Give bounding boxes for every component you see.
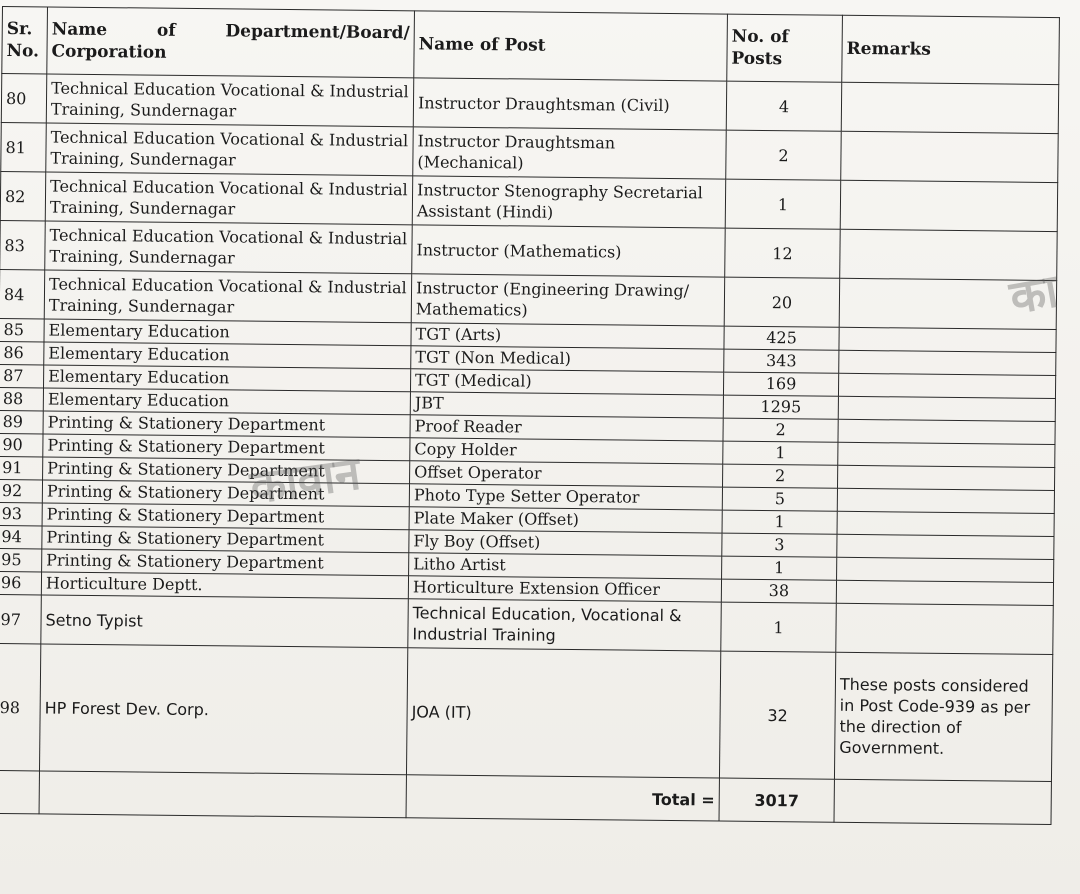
cell-empty: [834, 779, 1051, 824]
table-row: [0, 643, 1053, 781]
cell-count: 1: [723, 441, 838, 465]
cell-remarks: [837, 511, 1054, 536]
cell-count: 1: [725, 179, 841, 229]
cell-department: HP Forest Dev. Corp.: [39, 644, 407, 775]
cell-count: 1: [722, 510, 837, 534]
cell-department: Printing & Stationery Department: [42, 480, 409, 507]
cell-sr: 87: [0, 364, 44, 387]
cell-post: Plate Maker (Offset): [409, 507, 722, 533]
header-dept-word-department: Department/Board/: [225, 21, 410, 44]
cell-remarks: [838, 442, 1055, 467]
cell-count: 3: [722, 533, 837, 557]
cell-remarks: [840, 229, 1058, 280]
cell-post: Photo Type Setter Operator: [409, 484, 722, 510]
cell-remarks: [839, 327, 1056, 352]
cell-count: 20: [724, 277, 840, 327]
posts-table: [0, 6, 1060, 825]
cell-count: 1295: [723, 395, 838, 419]
cell-remarks: [836, 580, 1053, 605]
cell-count: 38: [721, 579, 836, 603]
cell-post: Instructor (Mathematics): [412, 225, 725, 277]
header-department: [47, 7, 415, 78]
cell-post: Litho Artist: [409, 553, 722, 579]
cell-sr: 96: [0, 571, 42, 594]
header-name-of-post: Name of Post: [414, 11, 728, 81]
cell-department: Elementary Education: [44, 319, 411, 346]
cell-remarks: [836, 603, 1054, 654]
cell-department: Elementary Education: [44, 342, 411, 369]
cell-remarks: [838, 373, 1055, 398]
cell-remarks: [841, 82, 1059, 133]
cell-count: 1: [721, 602, 837, 652]
cell-department: Technical Education Vocational & Industrial Training, Sundernagar: [46, 123, 413, 176]
cell-sr: 85: [0, 318, 44, 341]
cell-sr: 89: [0, 410, 43, 433]
cell-remarks: [841, 131, 1059, 182]
cell-department: Technical Education Vocational & Industrial Training, Sundernagar: [44, 270, 411, 323]
cell-sr: 88: [0, 387, 44, 410]
cell-remarks: [838, 396, 1055, 421]
cell-post: TGT (Medical): [410, 369, 723, 395]
cell-post: TGT (Non Medical): [411, 346, 724, 372]
header-sr-no: Sr. No.: [2, 7, 48, 74]
cell-remarks: [837, 534, 1054, 559]
cell-count: 12: [725, 228, 841, 278]
cell-department: Horticulture Deptt.: [41, 572, 408, 599]
cell-department: Technical Education Vocational & Industrial Training, Sundernagar: [45, 172, 412, 225]
cell-department: Printing & Stationery Department: [42, 526, 409, 553]
cell-count: 5: [722, 487, 837, 511]
cell-remarks: [838, 419, 1055, 444]
cell-post: Instructor Draughtsman (Civil): [413, 78, 726, 130]
cell-sr: 91: [0, 456, 43, 479]
cell-department: Technical Education Vocational & Industrial Training, Sundernagar: [45, 221, 412, 274]
cell-sr: 86: [0, 341, 44, 364]
cell-sr: 94: [0, 525, 42, 548]
cell-sr: 97: [0, 594, 41, 643]
cell-post: TGT (Arts): [411, 323, 724, 349]
cell-post: Fly Boy (Offset): [409, 530, 722, 556]
cell-count: 2: [723, 418, 838, 442]
cell-sr: 81: [1, 122, 47, 171]
cell-department: Setno Typist: [41, 595, 408, 648]
header-dept-word-name: Name: [51, 19, 108, 41]
cell-sr: 80: [1, 74, 47, 123]
cell-sr: 84: [0, 269, 45, 318]
cell-sr: 92: [0, 479, 43, 502]
cell-sr: 82: [0, 171, 46, 220]
watermark: कावान: [246, 445, 364, 515]
cell-post: JBT: [410, 392, 723, 418]
cell-count: 169: [723, 372, 838, 396]
cell-remarks: [839, 350, 1056, 375]
total-label: Total =: [406, 775, 719, 821]
cell-post: Offset Operator: [410, 461, 723, 487]
header-dept-word-corporation: Corporation: [51, 41, 167, 63]
header-no-of-posts: No. of Posts: [727, 14, 843, 82]
cell-post: Instructor (Engineering Drawing/ Mathematics): [411, 274, 724, 326]
cell-post: Proof Reader: [410, 415, 723, 441]
cell-department: Printing & Stationery Department: [42, 503, 409, 530]
watermark-edge: का: [1005, 263, 1062, 325]
cell-count: 2: [723, 464, 838, 488]
header-row: [2, 7, 1060, 85]
header-remarks: Remarks: [842, 15, 1060, 84]
cell-count: 425: [724, 326, 839, 350]
cell-empty: [0, 770, 39, 813]
header-dept-word-of: of: [156, 20, 176, 41]
cell-remarks: [840, 180, 1058, 231]
cell-remarks: [837, 557, 1054, 582]
cell-department: Technical Education Vocational & Industrial Training, Sundernagar: [46, 74, 413, 127]
cell-department: Printing & Stationery Department: [43, 411, 410, 438]
cell-remarks: [837, 465, 1054, 490]
cell-sr: 98: [0, 643, 41, 770]
cell-remarks: [837, 488, 1054, 513]
cell-post: JOA (IT): [406, 648, 720, 778]
cell-count: 32: [719, 651, 835, 779]
cell-department: Elementary Education: [43, 388, 410, 415]
cell-empty: [39, 771, 406, 818]
total-value: 3017: [719, 778, 834, 822]
cell-remarks: These posts considered in Post Code-939 as per the direction of Government.: [834, 652, 1052, 781]
cell-count: 2: [726, 130, 842, 180]
cell-count: 343: [724, 349, 839, 373]
cell-department: Printing & Stationery Department: [43, 457, 410, 484]
cell-department: Printing & Stationery Department: [43, 434, 410, 461]
cell-count: 4: [726, 81, 842, 131]
cell-post: Instructor Stenography Secretarial Assistant (Hindi): [412, 176, 725, 228]
cell-sr: 95: [0, 548, 42, 571]
cell-post: Technical Education, Vocational & Industrial Training: [408, 599, 721, 651]
cell-sr: 83: [0, 220, 45, 269]
cell-post: Copy Holder: [410, 438, 723, 464]
cell-sr: 93: [0, 502, 42, 525]
cell-post: Instructor Draughtsman (Mechanical): [413, 127, 726, 179]
cell-remarks: [839, 278, 1057, 329]
cell-post: Horticulture Extension Officer: [408, 576, 721, 602]
cell-department: Printing & Stationery Department: [42, 549, 409, 576]
cell-department: Elementary Education: [44, 365, 411, 392]
cell-count: 1: [722, 556, 837, 580]
cell-sr: 90: [0, 433, 43, 456]
